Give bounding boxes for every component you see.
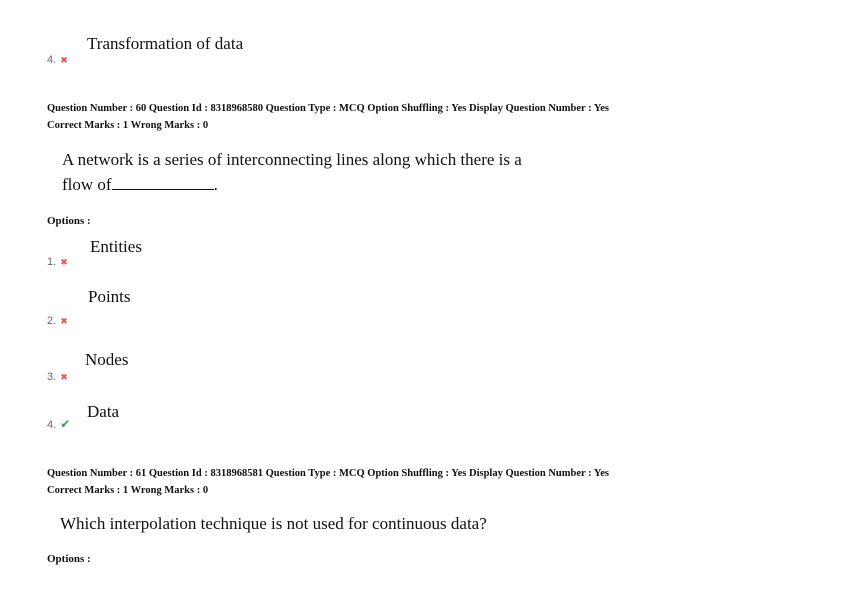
cross-icon: ✖ xyxy=(60,258,68,268)
q60-question-line2-suffix: . xyxy=(213,175,218,194)
q60-meta-line2: Correct Marks : 1 Wrong Marks : 0 xyxy=(47,120,209,131)
cross-icon: ✖ xyxy=(60,317,68,327)
q60-question-line2-prefix: flow of xyxy=(62,175,112,194)
answer-blank xyxy=(112,188,214,190)
prev-option-text: Transformation of data xyxy=(87,34,244,53)
q60-option-4-number: 4. xyxy=(47,419,57,431)
q60-option-4-text: Data xyxy=(87,402,120,421)
q61-options-label: Options : xyxy=(47,553,91,565)
q60-option-2-number: 2. xyxy=(47,315,57,327)
q61-meta-line1: Question Number : 61 Question Id : 8318968581 Question Type : MCQ Option Shuffling : Yes Display Question Number : Yes xyxy=(47,468,610,479)
q61-question: Which interpolation technique is not used for continuous data? xyxy=(60,514,487,533)
q60-option-1-marker xyxy=(47,252,68,270)
q60-question-line1: A network is a series of interconnecting lines along which there is a xyxy=(62,150,522,169)
q60-question-line2 xyxy=(62,175,218,195)
prev-option-marker xyxy=(47,50,68,68)
q60-option-3-text: Nodes xyxy=(85,350,129,369)
q60-options-label: Options : xyxy=(47,215,91,227)
q60-option-2-marker xyxy=(47,311,68,329)
q60-option-3-number: 3. xyxy=(47,371,57,383)
q60-option-4-marker xyxy=(47,415,70,433)
prev-option-number: 4. xyxy=(47,54,57,66)
cross-icon: ✖ xyxy=(60,373,68,383)
q60-option-3-marker xyxy=(47,367,68,385)
check-icon: ✔ xyxy=(60,417,71,431)
q60-option-1-number: 1. xyxy=(47,256,57,268)
q60-option-1-text: Entities xyxy=(90,237,142,256)
q60-option-2-text: Points xyxy=(88,287,131,306)
cross-icon: ✖ xyxy=(60,56,68,66)
q60-meta-line1: Question Number : 60 Question Id : 8318968580 Question Type : MCQ Option Shuffling : Yes Display Question Number : Yes xyxy=(47,103,610,114)
q61-meta-line2: Correct Marks : 1 Wrong Marks : 0 xyxy=(47,485,209,496)
